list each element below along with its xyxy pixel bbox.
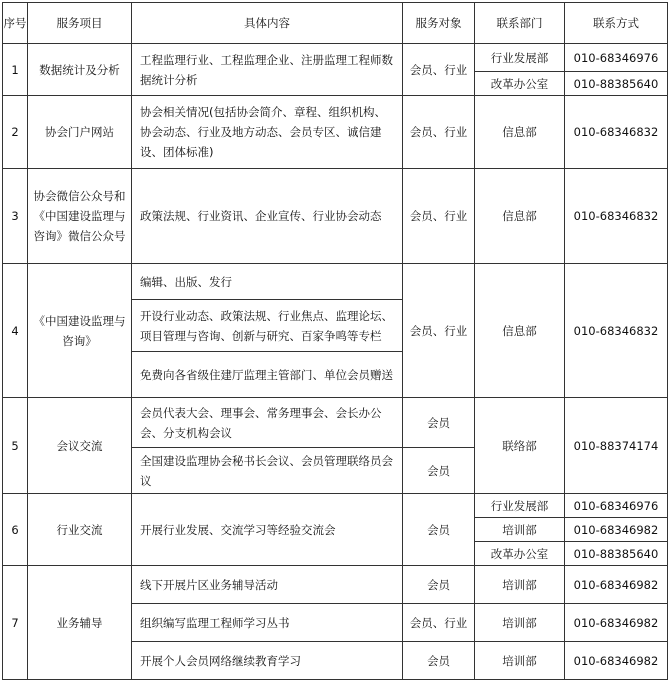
header-content: 具体内容	[132, 3, 403, 44]
row-number: 4	[3, 264, 28, 398]
service-item: 《中国建设监理与咨询》	[28, 264, 132, 398]
service-content: 开展行业发展、交流学习等经验交流会	[132, 494, 403, 566]
service-target: 会员	[403, 448, 475, 494]
table-row	[3, 398, 668, 448]
contact-dept: 信息部	[475, 169, 565, 264]
header-row	[3, 3, 668, 44]
service-target: 会员	[403, 566, 475, 604]
row-number: 6	[3, 494, 28, 566]
service-target: 会员	[403, 642, 475, 680]
contact-phone: 010-68346982	[565, 518, 668, 542]
service-item: 会议交流	[28, 398, 132, 494]
header-contact: 联系方式	[565, 3, 668, 44]
header-no: 序号	[3, 3, 28, 44]
contact-phone: 010-68346832	[565, 96, 668, 169]
service-item: 行业交流	[28, 494, 132, 566]
service-target: 会员、行业	[403, 169, 475, 264]
row-number: 5	[3, 398, 28, 494]
contact-dept: 培训部	[475, 604, 565, 642]
table-row	[3, 96, 668, 169]
service-target: 会员、行业	[403, 604, 475, 642]
header-target: 服务对象	[403, 3, 475, 44]
contact-phone: 010-68346982	[565, 642, 668, 680]
service-target: 会员、行业	[403, 264, 475, 398]
service-item: 数据统计及分析	[28, 44, 132, 96]
table-row	[3, 44, 668, 72]
service-item: 业务辅导	[28, 566, 132, 680]
contact-phone: 010-88385640	[565, 542, 668, 566]
contact-phone: 010-68346976	[565, 44, 668, 72]
contact-phone: 010-88385640	[565, 72, 668, 96]
contact-dept: 培训部	[475, 566, 565, 604]
service-table	[2, 2, 668, 680]
header-item: 服务项目	[28, 3, 132, 44]
service-content: 政策法规、行业资讯、企业宣传、行业协会动态	[132, 169, 403, 264]
table-row	[3, 566, 668, 604]
service-target: 会员、行业	[403, 96, 475, 169]
service-content: 全国建设监理协会秘书长会议、会员管理联络员会议	[132, 448, 403, 494]
contact-dept: 改革办公室	[475, 72, 565, 96]
service-item: 协会门户网站	[28, 96, 132, 169]
service-content: 免费向各省级住建厅监理主管部门、单位会员赠送	[132, 352, 403, 398]
service-content: 开设行业动态、政策法规、行业焦点、监理论坛、项目管理与咨询、创新与研究、百家争鸣等专栏	[132, 300, 403, 352]
contact-dept: 联络部	[475, 398, 565, 494]
contact-phone: 010-68346832	[565, 169, 668, 264]
service-content: 协会相关情况(包括协会简介、章程、组织机构、协会动态、行业及地方动态、会员专区、诚信建设、团体标准)	[132, 96, 403, 169]
service-content: 开展个人会员网络继续教育学习	[132, 642, 403, 680]
row-number: 1	[3, 44, 28, 96]
contact-dept: 培训部	[475, 642, 565, 680]
service-item: 协会微信公众号和《中国建设监理与咨询》微信公众号	[28, 169, 132, 264]
contact-phone: 010-68346982	[565, 604, 668, 642]
service-target: 会员	[403, 398, 475, 448]
service-content: 会员代表大会、理事会、常务理事会、会长办公会、分支机构会议	[132, 398, 403, 448]
service-content: 工程监理行业、工程监理企业、注册监理工程师数据统计分析	[132, 44, 403, 96]
row-number: 7	[3, 566, 28, 680]
header-dept: 联系部门	[475, 3, 565, 44]
row-number: 2	[3, 96, 28, 169]
service-content: 组织编写监理工程师学习丛书	[132, 604, 403, 642]
table-row	[3, 494, 668, 518]
row-number: 3	[3, 169, 28, 264]
service-target: 会员	[403, 494, 475, 566]
contact-dept: 行业发展部	[475, 494, 565, 518]
contact-dept: 行业发展部	[475, 44, 565, 72]
contact-phone: 010-88374174	[565, 398, 668, 494]
contact-dept: 改革办公室	[475, 542, 565, 566]
contact-phone: 010-68346832	[565, 264, 668, 398]
contact-dept: 信息部	[475, 264, 565, 398]
contact-phone: 010-68346976	[565, 494, 668, 518]
contact-dept: 培训部	[475, 518, 565, 542]
contact-phone: 010-68346982	[565, 566, 668, 604]
service-content: 线下开展片区业务辅导活动	[132, 566, 403, 604]
service-content: 编辑、出版、发行	[132, 264, 403, 300]
table-row	[3, 264, 668, 300]
contact-dept: 信息部	[475, 96, 565, 169]
table-row	[3, 169, 668, 264]
service-target: 会员、行业	[403, 44, 475, 96]
